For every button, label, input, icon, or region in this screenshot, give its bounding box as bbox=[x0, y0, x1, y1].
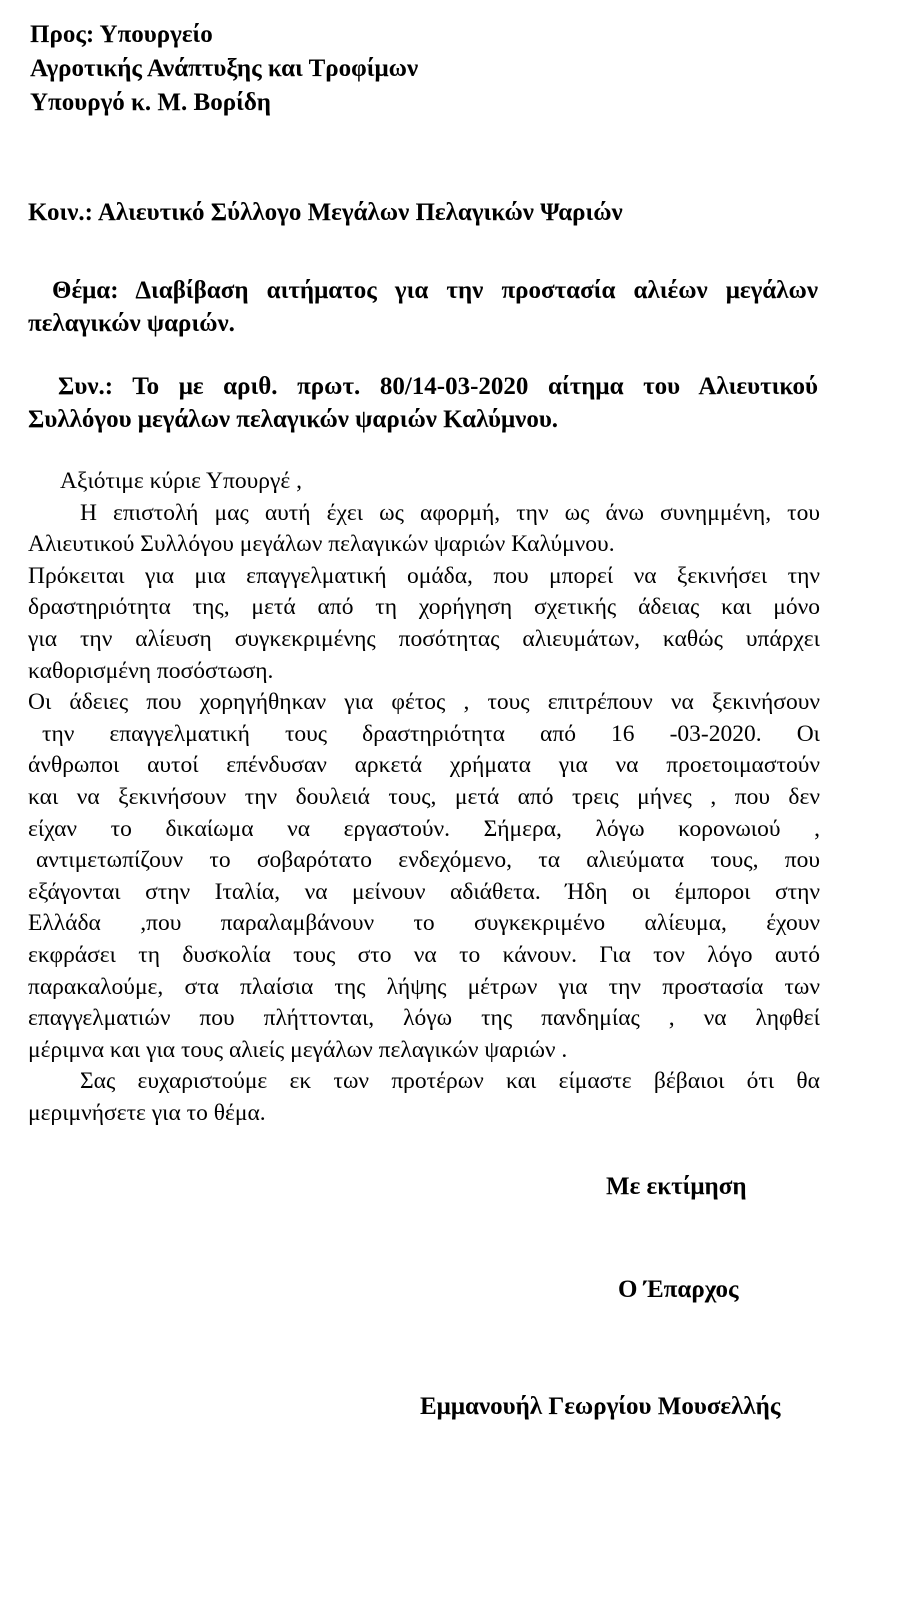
body-line: Ελλάδα ,που παραλαμβάνουν το συγκεκριμένο αλίευμα, έχουν bbox=[28, 910, 820, 937]
body-line: επαγγελματιών που πλήττονται, λόγω της πανδημίας , να ληφθεί bbox=[28, 1005, 820, 1032]
cc-line: Κοιν.: Αλιευτικό Σύλλογο Μεγάλων Πελαγικών Ψαριών bbox=[28, 199, 623, 226]
subject-line: πελαγικών ψαριών. bbox=[28, 310, 235, 337]
body-line: την επαγγελματική τους δραστηριότητα από 16 -03-2020. Οι bbox=[42, 720, 820, 747]
letter-body bbox=[28, 466, 820, 1129]
recipient-block bbox=[30, 18, 418, 120]
recipient-line: Αγροτικής Ανάπτυξης και Τροφίμων bbox=[30, 55, 419, 82]
body-line: Πρόκειται για μια επαγγελματική ομάδα, που μπορεί να ξεκινήσει την bbox=[28, 562, 820, 589]
body-line: άνθρωποι αυτοί επένδυσαν αρκετά χρήματα για να προετοιμαστούν bbox=[28, 752, 820, 779]
signatory-name: Εμμανουήλ Γεωργίου Μουσελλής bbox=[420, 1393, 781, 1420]
signatory-title: Ο Έπαρχος bbox=[618, 1276, 739, 1303]
body-line: δραστηριότητα της, μετά από τη χορήγηση σχετικής άδειας και μόνο bbox=[28, 594, 820, 621]
body-line: και να ξεκινήσουν την δουλειά τους, μετά από τρεις μήνες , που δεν bbox=[28, 783, 820, 810]
body-line: για την αλίευση συγκεκριμένης ποσότητας αλιευμάτων, καθώς υπάρχει bbox=[28, 625, 820, 652]
body-line: παρακαλούμε, στα πλαίσια της λήψης μέτρων για την προστασία των bbox=[28, 973, 820, 1000]
closing-regards: Με εκτίμηση bbox=[606, 1173, 747, 1200]
subject-line: Θέμα: Διαβίβαση αιτήματος για την προστασία αλιέων μεγάλων bbox=[52, 277, 818, 304]
body-line: εκφράσει τη δυσκολία τους στο να το κάνουν. Για τον λόγο αυτό bbox=[28, 941, 820, 968]
salutation: Αξιότιμε κύριε Υπουργέ , bbox=[60, 468, 302, 494]
body-line: αντιμετωπίζουν το σοβαρότατο ενδεχόμενο, τα αλιεύματα τους, που bbox=[36, 847, 820, 874]
body-line: Αλιευτικού Συλλόγου μεγάλων πελαγικών ψαριών Καλύμνου. bbox=[28, 531, 615, 558]
attachment-line: Συν.: Το με αριθ. πρωτ. 80/14-03-2020 αίτημα του Αλιευτικού bbox=[58, 373, 818, 400]
attachment-line: Συλλόγου μεγάλων πελαγικών ψαριών Καλύμνου. bbox=[28, 406, 559, 433]
attachment-block bbox=[28, 370, 818, 436]
body-line: μέριμνα και για τους αλιείς μεγάλων πελαγικών ψαριών . bbox=[28, 1036, 568, 1063]
body-line: εξάγονται στην Ιταλία, να μείνουν αδιάθετα. Ήδη οι έμποροι στην bbox=[28, 878, 820, 905]
body-line: μεριμνήσετε για το θέμα. bbox=[28, 1099, 266, 1126]
body-line: Η επιστολή μας αυτή έχει ως αφορμή, την ως άνω συνημμένη, του bbox=[80, 499, 820, 526]
body-line: είχαν το δικαίωμα να εργαστούν. Σήμερα, λόγω κορονωιού , bbox=[28, 815, 820, 842]
body-line: καθορισμένη ποσόστωση. bbox=[28, 657, 274, 684]
subject-block bbox=[28, 274, 818, 340]
body-line: Οι άδειες που χορηγήθηκαν για φέτος , τους επιτρέπουν να ξεκινήσουν bbox=[28, 689, 820, 716]
body-line: Σας ευχαριστούμε εκ των προτέρων και είμαστε βέβαιοι ότι θα bbox=[80, 1068, 820, 1095]
recipient-line: Προς: Υπουργείο bbox=[30, 21, 213, 48]
recipient-line: Υπουργό κ. Μ. Βορίδη bbox=[30, 89, 272, 116]
